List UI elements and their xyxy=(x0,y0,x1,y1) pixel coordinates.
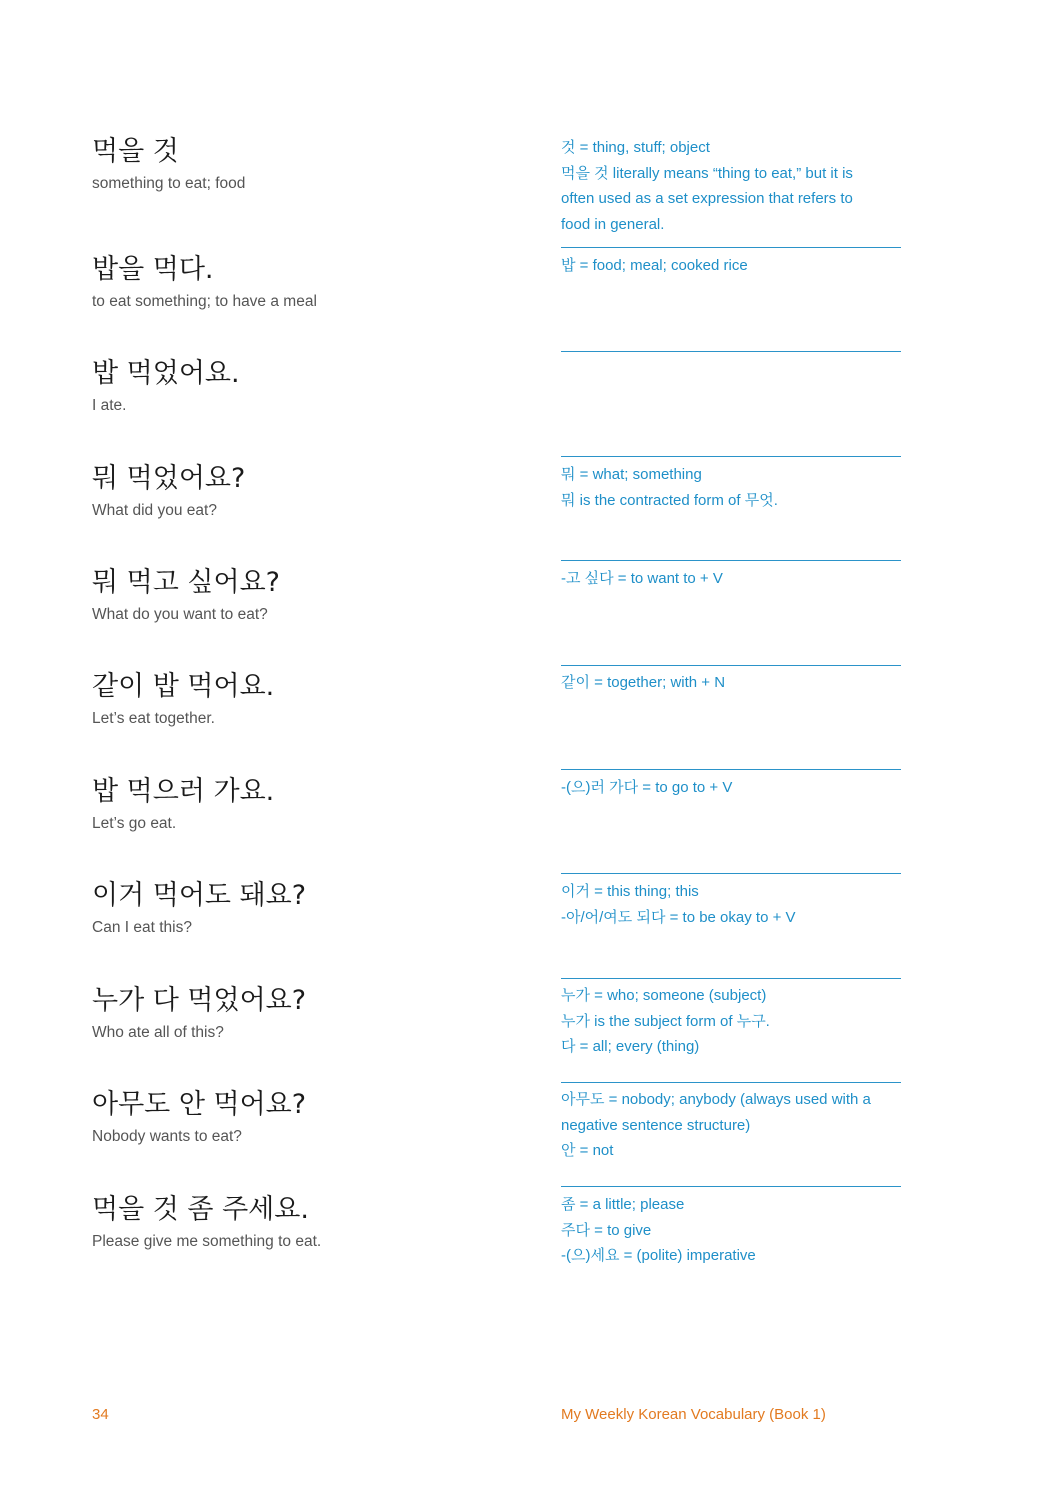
divider xyxy=(561,1186,901,1187)
korean-phrase: 밥 먹었어요. xyxy=(92,358,240,389)
note-line: 밥 = food; meal; cooked rice xyxy=(561,257,748,274)
note-line: 것 = thing, stuff; object xyxy=(561,139,710,156)
notes-6 xyxy=(561,775,891,801)
english-translation: Let’s go eat. xyxy=(92,815,177,832)
korean-phrase: 밥을 먹다. xyxy=(92,254,214,285)
notes-3 xyxy=(561,462,891,513)
note-line: food in general. xyxy=(561,215,665,233)
english-translation: What did you eat? xyxy=(92,502,217,519)
notes-5 xyxy=(561,670,891,696)
korean-phrase: 뭐 먹었어요? xyxy=(92,463,246,494)
entry-4 xyxy=(92,567,512,625)
notes-7 xyxy=(561,879,891,930)
note-line: 뭐 is the contracted form of 무엇. xyxy=(561,491,778,509)
korean-phrase: 먹을 것 좀 주세요. xyxy=(92,1194,309,1225)
notes-0 xyxy=(561,135,891,237)
divider xyxy=(561,769,901,770)
korean-phrase: 뭐 먹고 싶어요? xyxy=(92,567,280,598)
note-line: often used as a set expression that refers to xyxy=(561,190,853,207)
entry-10 xyxy=(92,1194,512,1252)
english-translation: What do you want to eat? xyxy=(92,606,268,623)
note-line: 뭐 = what; something xyxy=(561,466,702,483)
divider xyxy=(561,351,901,352)
korean-phrase: 아무도 안 먹어요? xyxy=(92,1089,307,1120)
note-line: 아무도 = nobody; anybody (always used with a xyxy=(561,1091,871,1108)
korean-phrase: 먹을 것 xyxy=(92,136,179,167)
note-line: -(으)세요 = (polite) imperative xyxy=(561,1247,756,1264)
note-line: 좀 = a little; please xyxy=(561,1196,685,1213)
book-title: My Weekly Korean Vocabulary (Book 1) xyxy=(561,1406,826,1423)
english-translation: Can I eat this? xyxy=(92,919,192,936)
english-translation: Nobody wants to eat? xyxy=(92,1128,242,1145)
english-translation: Let’s eat together. xyxy=(92,710,215,727)
entry-2 xyxy=(92,358,512,416)
divider xyxy=(561,1082,901,1083)
english-translation: I ate. xyxy=(92,397,127,414)
entry-6 xyxy=(92,776,512,834)
korean-phrase: 밥 먹으러 가요. xyxy=(92,776,275,807)
korean-phrase: 누가 다 먹었어요? xyxy=(92,985,307,1016)
entry-1 xyxy=(92,254,512,312)
note-line: 다 = all; every (thing) xyxy=(561,1038,700,1055)
entry-7 xyxy=(92,880,512,938)
note-line: 안 = not xyxy=(561,1142,614,1159)
notes-9 xyxy=(561,1087,891,1164)
note-line: 이거 = this thing; this xyxy=(561,883,699,900)
english-translation: Please give me something to eat. xyxy=(92,1233,322,1250)
page-number: 34 xyxy=(92,1406,109,1423)
notes-8 xyxy=(561,983,891,1060)
english-translation: something to eat; food xyxy=(92,175,246,192)
note-line: 누가 = who; someone (subject) xyxy=(561,987,767,1004)
note-line: -(으)러 가다 = to go to + V xyxy=(561,779,733,796)
note-line: 같이 = together; with + N xyxy=(561,674,726,691)
divider xyxy=(561,247,901,248)
notes-4 xyxy=(561,566,891,592)
notes-10 xyxy=(561,1192,891,1269)
english-translation: to eat something; to have a meal xyxy=(92,293,317,310)
note-line: 누가 is the subject form of 누구. xyxy=(561,1012,770,1030)
note-line: -아/어/여도 되다 = to be okay to + V xyxy=(561,908,796,926)
note-line: -고 싶다 = to want to + V xyxy=(561,570,723,587)
entry-5 xyxy=(92,671,512,729)
divider xyxy=(561,978,901,979)
entry-8 xyxy=(92,985,512,1043)
korean-phrase: 같이 밥 먹어요. xyxy=(92,671,275,702)
english-translation: Who ate all of this? xyxy=(92,1024,224,1041)
entry-9 xyxy=(92,1089,512,1147)
notes-1 xyxy=(561,253,891,279)
divider xyxy=(561,665,901,666)
note-line: 주다 = to give xyxy=(561,1221,652,1239)
entry-3 xyxy=(92,463,512,521)
note-line: 먹을 것 literally means “thing to eat,” but it is xyxy=(561,164,853,182)
note-line: negative sentence structure) xyxy=(561,1116,751,1134)
divider xyxy=(561,456,901,457)
divider xyxy=(561,873,901,874)
entry-0 xyxy=(92,136,512,194)
divider xyxy=(561,560,901,561)
korean-phrase: 이거 먹어도 돼요? xyxy=(92,880,307,911)
